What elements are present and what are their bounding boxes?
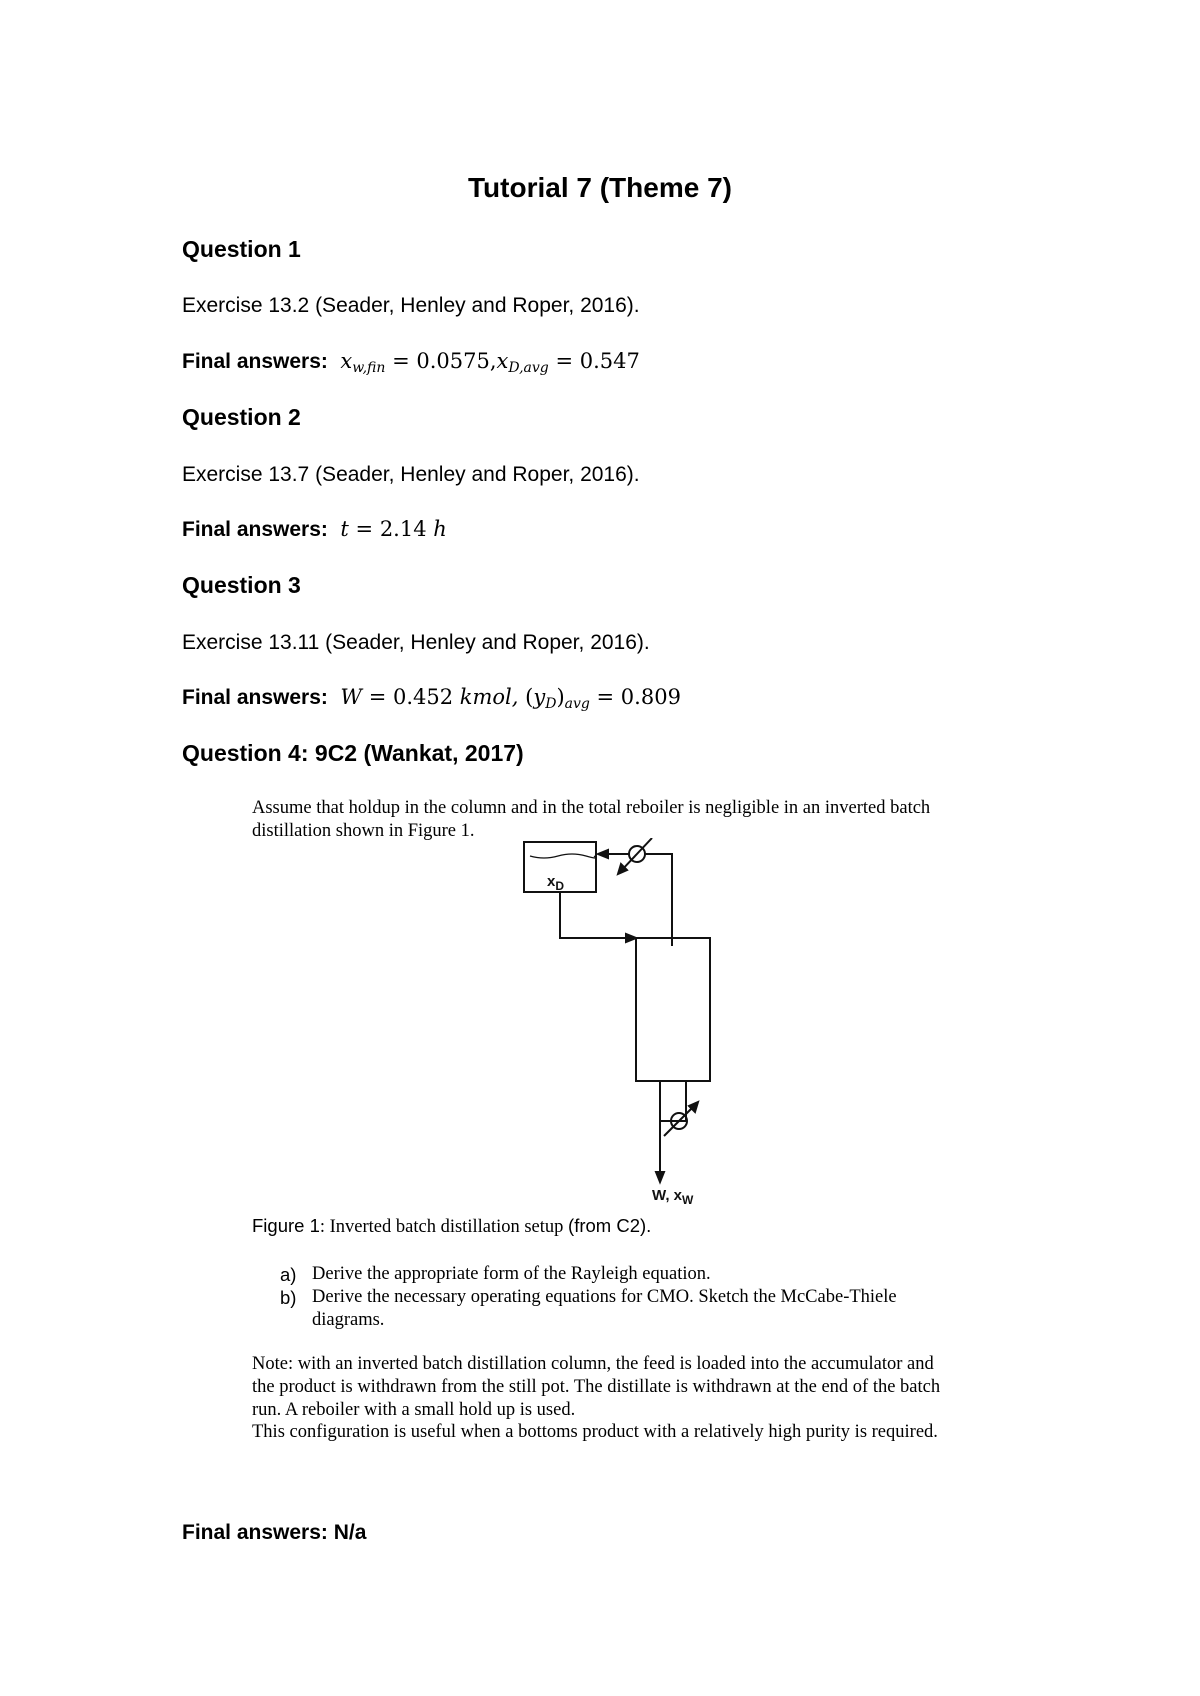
list-item-b [280, 1286, 970, 1332]
final-answers-label: Final answers: [182, 686, 328, 709]
column-body [636, 938, 710, 1081]
question-4-final-answers [182, 1521, 366, 1545]
question-3-heading: Question 3 [182, 572, 301, 598]
list-item-text: Derive the necessary operating equations for CMO. Sketch the McCabe-Thiele diagrams. [312, 1287, 897, 1330]
question-1-heading: Question 1 [182, 236, 301, 262]
reflux-arrowhead [598, 850, 608, 858]
figure-caption-label: Figure 1 [252, 1215, 320, 1236]
bottoms-arrowhead [656, 1172, 664, 1182]
final-answers-label: Final answers: [182, 518, 328, 541]
figure-caption [252, 1215, 651, 1238]
final-answers-value: $x_{w,fin} = 0.0575,x_{D,avg} = 0.547$ [340, 349, 640, 376]
list-marker: b) [280, 1287, 297, 1308]
list-marker: a) [280, 1264, 297, 1285]
liquid-down-line [560, 892, 632, 938]
distillation-diagram [520, 838, 720, 1208]
final-answers-value: W = 0.452 kmol, $(y_D)_{avg} = 0.809$ [340, 685, 681, 712]
final-answers-label: Final answers: [182, 1521, 328, 1544]
bottoms-product-label: W, $x_W$ [652, 1187, 694, 1207]
question-3-final-answers [182, 685, 681, 712]
question-2-heading: Question 2 [182, 404, 301, 430]
question-4-intro: Assume that holdup in the column and in the total reboiler is negligible in an inverted batch distillation shown in Figure 1. [252, 798, 931, 841]
page-title: Tutorial 7 (Theme 7) [468, 172, 732, 203]
question-3-exercise: Exercise 13.11 (Seader, Henley and Roper, 2016). [182, 631, 650, 654]
list-item-text: Derive the appropriate form of the Rayleigh equation. [312, 1264, 711, 1284]
vapor-line [644, 854, 672, 946]
question-2-final-answers [182, 517, 447, 542]
final-answers-label: Final answers: [182, 350, 328, 373]
question-1-exercise: Exercise 13.2 (Seader, Henley and Roper, 2016). [182, 294, 640, 317]
figure-caption-source: (from C2). [568, 1215, 652, 1236]
feed-arrowhead [626, 934, 636, 942]
note-line: Note: with an inverted batch distillation column, the feed is loaded into the accumulator and [252, 1354, 934, 1374]
question-1-final-answers [182, 349, 640, 376]
note-line: This configuration is useful when a bottoms product with a relatively high purity is required. [252, 1422, 938, 1442]
final-answers-value: t = 2.14 h [340, 517, 447, 541]
note-line: run. A reboiler with a small hold up is used. [252, 1400, 576, 1420]
question-2-exercise: Exercise 13.7 (Seader, Henley and Roper, 2016). [182, 463, 640, 486]
note-line: the product is withdrawn from the still pot. The distillate is withdrawn at the end of the batch [252, 1377, 941, 1397]
final-answers-value: N/a [327, 1521, 367, 1544]
question-4-heading: Question 4: 9C2 (Wankat, 2017) [182, 740, 524, 766]
accumulator-liquid-level [530, 854, 596, 858]
distillate-composition-label: $x_D$ [547, 873, 565, 893]
figure-caption-text: : Inverted batch distillation setup [319, 1217, 569, 1237]
list-item-a [280, 1263, 1000, 1286]
